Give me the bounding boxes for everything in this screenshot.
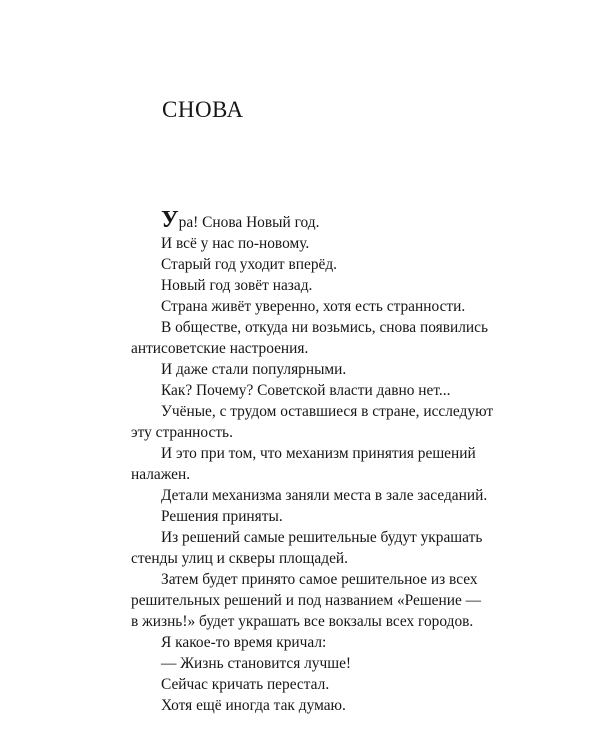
paragraph-continuation: стенды улиц и скверы площадей. — [131, 550, 348, 567]
paragraph: Сейчас кричать перестал. — [161, 676, 330, 693]
paragraph: Хотя ещё иногда так думаю. — [161, 697, 346, 714]
paragraph: В обществе, откуда ни возьмись, снова появились — [161, 319, 488, 336]
paragraph: Из решений самые решительные будут украшать — [161, 529, 483, 546]
paragraph-continuation: антисоветские настроения. — [131, 340, 309, 357]
paragraph: — Жизнь становится лучше! — [161, 655, 352, 672]
paragraph: Старый год уходит вперёд. — [161, 256, 338, 273]
body-text — [131, 207, 531, 716]
chapter-title: СНОВА — [162, 97, 244, 122]
paragraph — [131, 207, 531, 233]
paragraph: И всё у нас по-новому. — [161, 235, 310, 252]
paragraph-continuation: налажен. — [131, 466, 191, 483]
paragraph: Решения приняты. — [161, 508, 283, 525]
paragraph: Новый год зовёт назад. — [161, 277, 313, 294]
paragraph-continuation: в жизнь!» будет украшать все вокзалы всех городов. — [131, 613, 474, 630]
paragraph: Страна живёт уверенно, хотя есть странности. — [161, 298, 466, 315]
paragraph-text: ра! Снова Новый год. — [178, 214, 320, 231]
paragraph: Детали механизма заняли места в зале заседаний. — [161, 487, 488, 504]
paragraph: Затем будет принято самое решительное из всех — [161, 571, 478, 588]
paragraph: Учёные, с трудом оставшиеся в стране, исследуют — [161, 403, 494, 420]
paragraph-continuation: эту странность. — [131, 424, 233, 441]
paragraph: Как? Почему? Советской власти давно нет... — [161, 382, 451, 399]
paragraph: И это при том, что механизм принятия решений — [161, 445, 476, 462]
paragraph: И даже стали популярными. — [161, 361, 347, 378]
paragraph: Я какое-то время кричал: — [161, 634, 327, 651]
drop-cap: У — [161, 207, 179, 233]
paragraph-continuation: решительных решений и под названием «Решение — — [131, 592, 482, 609]
